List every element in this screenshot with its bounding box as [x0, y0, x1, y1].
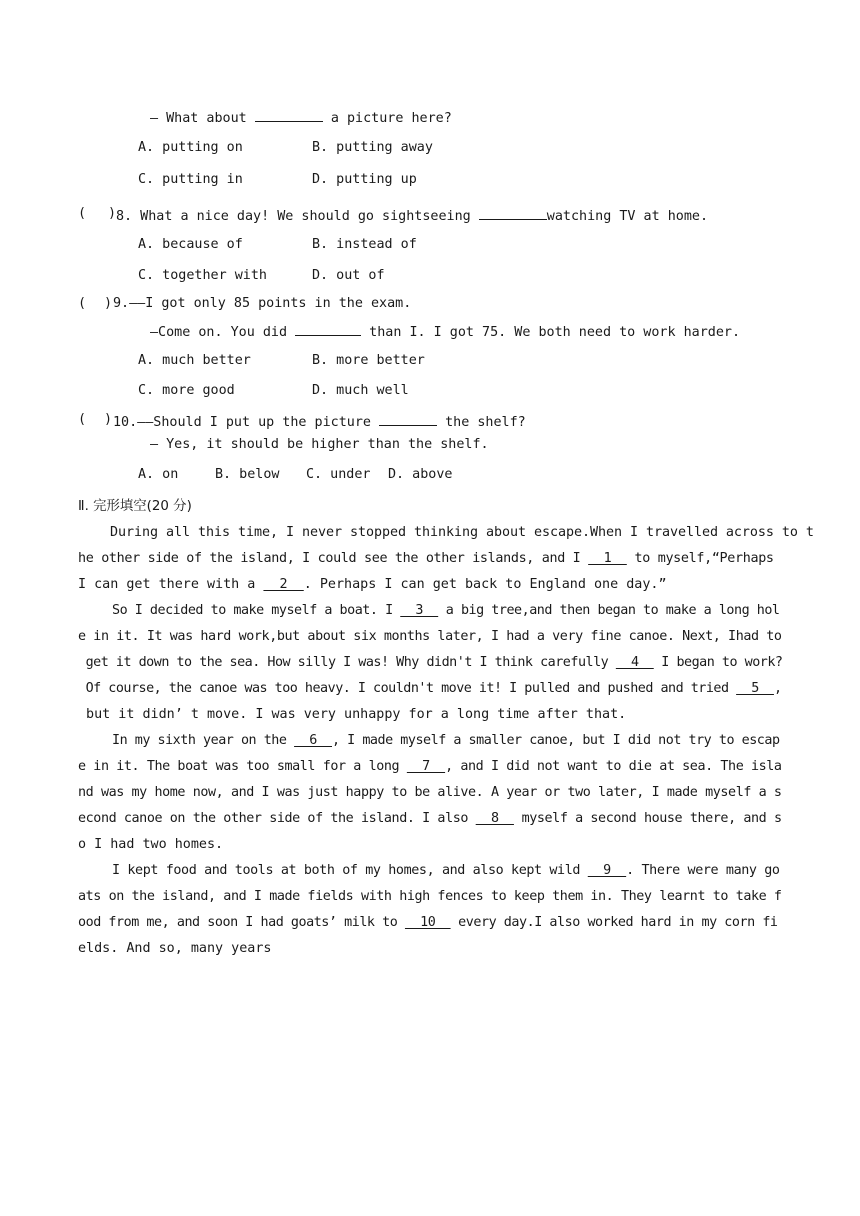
cloze-blank[interactable]: 5: [736, 681, 774, 696]
q9-reply: [150, 321, 740, 342]
q9-option-b: B. more better: [312, 353, 425, 368]
passage-line: [78, 680, 782, 698]
cloze-blank[interactable]: 1: [588, 551, 627, 566]
passage-text: , and I did not want to die at sea. The isla: [445, 759, 782, 774]
cloze-blank[interactable]: 4: [615, 655, 654, 670]
passage-text: Of course, the canoe was too heavy. I couldn't move it! I pulled and pushed and tried: [78, 681, 737, 696]
q10-bracket-open: (: [78, 412, 87, 427]
passage-text: I kept food and tools at both of my homes, and also kept wild: [112, 863, 588, 878]
passage-line: [78, 576, 667, 594]
q8-stem: [116, 205, 708, 226]
passage-line: [78, 628, 782, 646]
q8-option-c: C. together with: [138, 268, 267, 283]
q7-option-b: B. putting away: [312, 140, 433, 155]
passage-line: [78, 758, 782, 776]
passage-text: I began to work?: [653, 655, 783, 670]
cloze-blank[interactable]: 2: [263, 577, 304, 592]
passage-text: ood from me, and soon I had goats’ milk to: [78, 915, 405, 930]
q9-stem: 9.——I got only 85 points in the exam.: [113, 296, 412, 311]
q8-stem-before: 8. What a nice day! We should go sightseeing: [116, 209, 479, 224]
passage-text: o I had two homes.: [78, 837, 224, 852]
passage-text: I can get there with a: [78, 577, 264, 592]
q8-option-b: B. instead of: [312, 237, 417, 252]
q7-option-c: C. putting in: [138, 172, 243, 187]
q7-option-d: D. putting up: [312, 172, 417, 187]
q9-option-d: D. much well: [312, 383, 409, 398]
passage-line: [78, 940, 271, 958]
passage-text: but it didn’ t move. I was very unhappy for a long time after that.: [78, 707, 627, 722]
passage-text: . There were many go: [626, 863, 780, 878]
q8-stem-after: watching TV at home.: [546, 209, 709, 224]
cloze-blank[interactable]: 6: [294, 733, 332, 748]
passage-line: [112, 862, 780, 880]
passage-line: [112, 732, 780, 750]
q9-answer-slot[interactable]: ): [104, 296, 113, 311]
passage-line: [78, 836, 223, 854]
q7-option-a: A. putting on: [138, 140, 243, 155]
passage-text: myself a second house there, and s: [513, 811, 782, 826]
q10-stem-after: the shelf?: [437, 415, 526, 430]
q8-bracket-open: (: [78, 206, 87, 221]
passage-line: [78, 550, 774, 568]
q9-answer-blank[interactable]: [295, 321, 361, 336]
passage-line: [110, 524, 814, 542]
passage-line: [78, 706, 626, 724]
passage-text: During all this time, I never stopped thinking about escape.When I travelled across to t: [110, 525, 814, 540]
q10-option-c: C. under: [306, 467, 371, 482]
passage-line: [78, 810, 782, 828]
passage-text: elds. And so, many years: [78, 941, 272, 956]
cloze-blank[interactable]: 9: [587, 863, 627, 878]
passage-text: to myself,“Perhaps: [626, 551, 774, 566]
passage-text: , I made myself a smaller canoe, but I did not try to escap: [332, 733, 780, 748]
cloze-blank[interactable]: 7: [406, 759, 446, 774]
passage-line: [112, 602, 780, 620]
q9-option-c: C. more good: [138, 383, 235, 398]
passage-text: e in it. It was hard work,but about six months later, I had a very fine canoe. Next, Ihad to: [78, 629, 782, 644]
passage-text: every day.I also worked hard in my corn fi: [450, 915, 778, 930]
q10-stem-before: 10.——Should I put up the picture: [113, 415, 380, 430]
q9-option-a: A. much better: [138, 353, 251, 368]
q10-option-d: D. above: [388, 467, 453, 482]
q10-reply: — Yes, it should be higher than the shelf.: [150, 437, 489, 452]
passage-text: . Perhaps I can get back to England one day.”: [303, 577, 667, 592]
passage-text: a big tree,and then began to make a long hol: [438, 603, 780, 618]
section-heading: Ⅱ. 完形填空(20 分): [78, 499, 192, 514]
q10-stem: [113, 411, 526, 432]
q8-option-d: D. out of: [312, 268, 385, 283]
passage-text: he other side of the island, I could see the other islands, and I: [78, 551, 589, 566]
passage-text: get it down to the sea. How silly I was! Why didn't I think carefully: [78, 655, 616, 670]
passage-text: nd was my home now, and I was just happy to be alive. A year or two later, I made myself a s: [78, 785, 782, 800]
q10-option-b: B. below: [215, 467, 280, 482]
q7-stem-before: — What about: [150, 111, 255, 126]
passage-line: [78, 654, 783, 672]
passage-text: ,: [773, 681, 782, 696]
q9-bracket-open: (: [78, 296, 87, 311]
passage-text: e in it. The boat was too small for a long: [78, 759, 407, 774]
q7-stem: [150, 107, 452, 128]
passage-text: econd canoe on the other side of the island. I also: [78, 811, 476, 826]
q10-option-a: A. on: [138, 467, 179, 482]
q7-stem-after: a picture here?: [322, 111, 452, 126]
cloze-blank[interactable]: 8: [475, 811, 514, 826]
cloze-blank[interactable]: 10: [404, 915, 451, 930]
q10-answer-blank[interactable]: [379, 411, 437, 426]
passage-text: ats on the island, and I made fields with high fences to keep them in. They learnt to take f: [78, 889, 782, 904]
passage-text: In my sixth year on the: [112, 733, 295, 748]
q9-reply-before: —Come on. You did: [150, 325, 296, 340]
q9-reply-after: than I. I got 75. We both need to work harder.: [361, 325, 741, 340]
q8-option-a: A. because of: [138, 237, 243, 252]
passage-line: [78, 784, 782, 802]
q7-answer-blank[interactable]: [255, 107, 323, 122]
passage-line: [78, 914, 778, 932]
passage-text: So I decided to make myself a boat. I: [112, 603, 401, 618]
passage-line: [78, 888, 782, 906]
q8-answer-slot[interactable]: ): [108, 206, 117, 221]
q10-answer-slot[interactable]: ): [104, 412, 113, 427]
q8-answer-blank[interactable]: [479, 205, 547, 220]
cloze-blank[interactable]: 3: [400, 603, 439, 618]
